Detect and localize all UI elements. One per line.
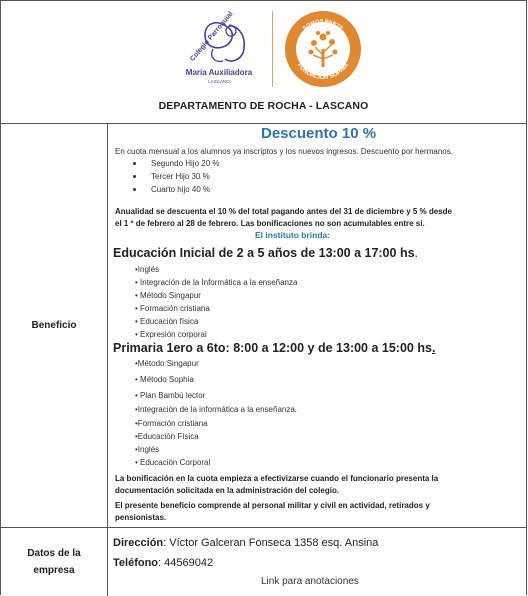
sibling-item: Segundo Hijo 20 % — [133, 159, 220, 168]
list-item: • Educación Corporal — [135, 458, 211, 467]
company-content — [109, 527, 526, 596]
benefit-content — [109, 123, 526, 527]
list-item: •Integración de la informática a la enseñanza. — [135, 405, 298, 414]
annual-note-line1: Anualidad se descuenta el 10 % del total pagando antes del 31 de diciembre y 5 % desde — [115, 207, 452, 216]
list-item: • Método Sophia — [135, 375, 194, 384]
note2-line2: pensionistas. — [115, 513, 167, 522]
list-item: • Educación física — [135, 317, 199, 326]
annotations-link[interactable]: Link para anotaciones — [261, 576, 359, 587]
list-item: •Método Singapur — [135, 359, 199, 368]
discount-intro: En cuota mensual a los alumnos ya inscriptos y los nuevos ingresos. Descuento por hermanos. — [115, 147, 453, 156]
phone: Teléfono: 44569042 — [113, 557, 214, 569]
initial-education-heading: Educación Inicial de 2 a 5 años de 13:00 a 17:00 hs. — [113, 246, 419, 260]
annual-note-line2: el 1 º de febrero al 28 de febrero. Las bonificaciones no son acumulables entre sí. — [115, 219, 425, 228]
list-item: • Expresión corporal — [135, 330, 207, 339]
note1-line2: documentación solicitada en la administración del colegio. — [115, 486, 340, 495]
logo-divider — [272, 11, 273, 87]
list-item: • Formación cristiana — [135, 304, 210, 313]
list-item: •Inglés — [135, 265, 160, 274]
sibling-item: Tercer Hijo 30 % — [133, 172, 210, 181]
header — [1, 1, 526, 124]
list-item: •Inglés — [135, 445, 160, 454]
list-item: • Integración de la Informática a la enseñanza — [135, 278, 298, 287]
discount-title: Descuento 10 % — [261, 125, 377, 142]
department-title: DEPARTAMENTO DE ROCHA - LASCANO — [158, 100, 369, 112]
institute-offers: El instituto brinda: — [255, 230, 331, 240]
sophia-logo — [283, 9, 363, 89]
list-item: • Método Singapur — [135, 291, 201, 300]
list-item: •Formación cristiana — [135, 419, 208, 428]
list-item: •Educación Física — [135, 432, 199, 441]
note1-line1: La bonificación en la cuota empieza a efectivizarse cuando el funcionario presenta la — [115, 474, 439, 483]
school-logo — [169, 9, 269, 89]
sophia-top-text: SOMOS PARTE — [302, 18, 344, 32]
note2-line1: El presente beneficio comprende al personal militar y civil en actividad, retirados y — [115, 501, 430, 510]
logo-text-curved: Colegio Parroquial — [189, 10, 235, 63]
address: Dirección: Víctor Galceran Fonseca 1358 esq. Ansina — [113, 537, 379, 549]
list-item: • Plan Bambú lector — [135, 391, 206, 400]
company-row — [1, 527, 526, 596]
benefit-row — [1, 123, 526, 528]
company-label: Datos de la empresa — [1, 527, 108, 596]
sibling-item: Cuarto hijo 40 % — [133, 185, 210, 194]
logo-text-city: LASCANO — [208, 79, 230, 84]
benefit-label: Beneficio — [1, 123, 108, 527]
logo-text-name: María Auxiliadora — [185, 68, 253, 77]
primary-heading: Primaria 1ero a 6to: 8:00 a 12:00 y de 13:00 a 15:00 hs. — [113, 341, 436, 355]
sophia-bottom-text: FUNDACIÓN SOPHIA — [295, 62, 351, 82]
